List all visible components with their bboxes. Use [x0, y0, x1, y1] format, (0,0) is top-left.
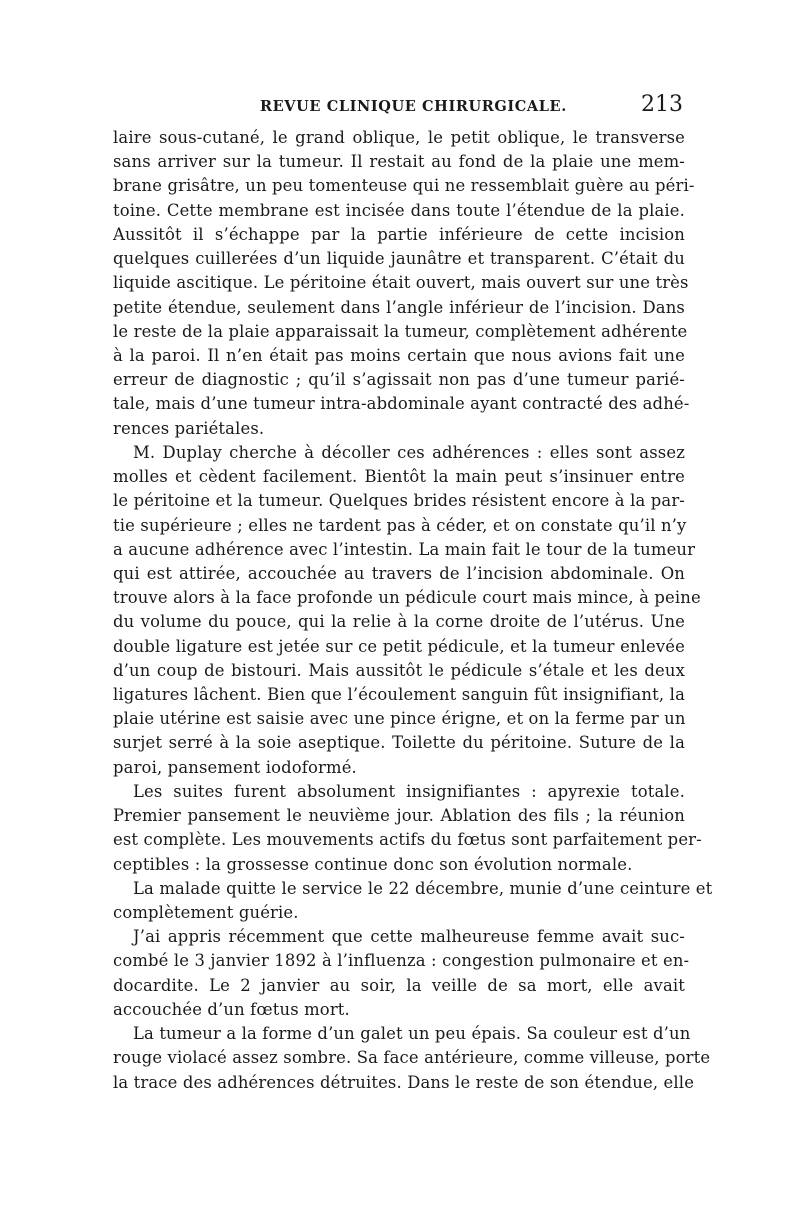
text-line: rouge violacé assez sombre. Sa face antérieure, comme villeuse, porte — [113, 1048, 711, 1068]
text-line: du volume du pouce, qui la relie à la corne droite de l’utérus. Une — [113, 612, 685, 632]
text-line: paroi, pansement iodoformé. — [113, 757, 357, 777]
text-line: liquide ascitique. Le péritoine était ouvert, mais ouvert sur une très — [113, 273, 689, 293]
text-line: Premier pansement le neuvième jour. Ablation des fils ; la réunion — [113, 806, 685, 826]
text-line: petite étendue, seulement dans l’angle inférieur de l’incision. Dans — [113, 297, 685, 317]
text-line: La malade quitte le service le 22 décembre, munie d’une ceinture et — [133, 878, 713, 898]
page-number: 213 — [641, 92, 683, 117]
text-line: La tumeur a la forme d’un galet un peu épais. Sa couleur est d’un — [133, 1024, 691, 1044]
body-text — [113, 126, 713, 1095]
text-line: J’ai appris récemment que cette malheureuse femme avait suc- — [133, 927, 685, 947]
text-line: est complète. Les mouvements actifs du fœtus sont parfaitement per- — [113, 830, 702, 850]
text-line: tie supérieure ; elles ne tardent pas à céder, et on constate qu’il n’y — [113, 515, 687, 535]
text-line: surjet serré à la soie aseptique. Toilette du péritoine. Suture de la — [113, 733, 685, 753]
text-line: qui est attirée, accouchée au travers de l’incision abdominale. On — [113, 563, 685, 583]
text-line: le reste de la plaie apparaissait la tumeur, complètement adhérente — [113, 321, 688, 341]
text-line: double ligature est jetée sur ce petit pédicule, et la tumeur enlevée — [113, 636, 685, 656]
text-line: tale, mais d’une tumeur intra-abdominale ayant contracté des adhé- — [113, 394, 690, 414]
text-line: laire sous-cutané, le grand oblique, le petit oblique, le transverse — [113, 128, 685, 147]
text-line: combé le 3 janvier 1892 à l’influenza : congestion pulmonaire et en- — [113, 951, 690, 971]
text-line: la trace des adhérences détruites. Dans le reste de son étendue, elle — [113, 1072, 695, 1092]
text-line: sans arriver sur la tumeur. Il restait au fond de la plaie une mem- — [113, 152, 685, 172]
text-line: Les suites furent absolument insignifiantes : apyrexie totale. — [133, 781, 685, 801]
text-line: a aucune adhérence avec l’intestin. La main fait le tour de la tumeur — [113, 539, 696, 559]
text-line: toine. Cette membrane est incisée dans toute l’étendue de la plaie. — [113, 200, 685, 220]
text-line: d’un coup de bistouri. Mais aussitôt le pédicule s’étale et les deux — [113, 660, 685, 680]
text-line: ligatures lâchent. Bien que l’écoulement sanguin fût insignifiant, la — [113, 685, 685, 705]
text-line: quelques cuillerées d’un liquide jaunâtre et transparent. C’était du — [113, 249, 685, 269]
text-line: accouchée d’un fœtus mort. — [113, 999, 350, 1019]
text-line: ceptibles : la grossesse continue donc son évolution normale. — [113, 854, 633, 874]
text-line: à la paroi. Il n’en était pas moins certain que nous avions fait une — [113, 345, 685, 365]
text-line: plaie utérine est saisie avec une pince érigne, et on la ferme par un — [113, 709, 686, 729]
text-line: brane grisâtre, un peu tomenteuse qui ne ressemblait guère au péri- — [113, 176, 695, 196]
text-line: le péritoine et la tumeur. Quelques brides résistent encore à la par- — [113, 491, 685, 511]
text-line: Aussitôt il s’échappe par la partie inférieure de cette incision — [113, 224, 685, 244]
text-line: M. Duplay cherche à décoller ces adhérences : elles sont assez — [133, 442, 685, 462]
running-title: REVUE CLINIQUE CHIRURGICALE. — [260, 98, 567, 115]
text-line: complètement guérie. — [113, 903, 299, 922]
text-line: trouve alors à la face profonde un pédicule court mais mince, à peine — [113, 588, 701, 608]
running-header — [113, 92, 683, 122]
text-line: molles et cèdent facilement. Bientôt la main peut s’insinuer entre — [113, 467, 685, 487]
text-line: erreur de diagnostic ; qu’il s’agissait non pas d’une tumeur parié- — [113, 370, 685, 390]
text-line: docardite. Le 2 janvier au soir, la veille de sa mort, elle avait — [113, 975, 685, 995]
text-line: rences pariétales. — [113, 418, 265, 438]
